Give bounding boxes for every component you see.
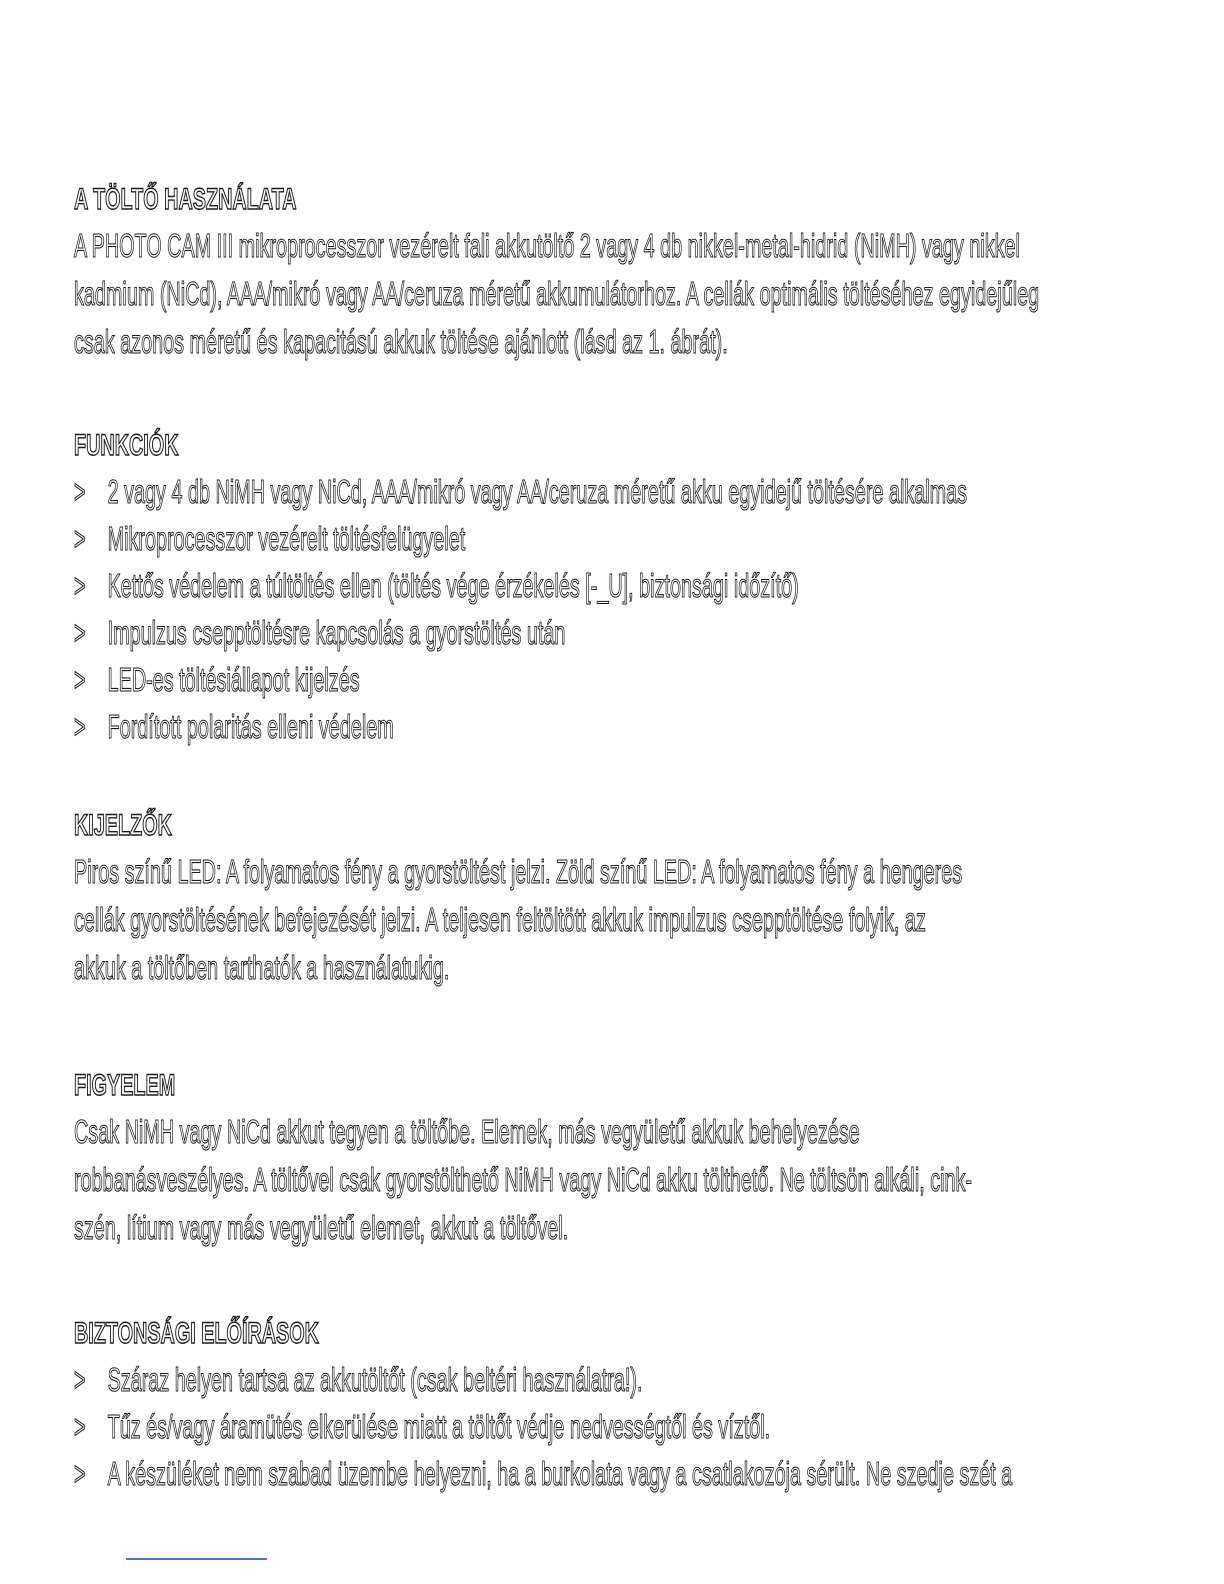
list-item <box>74 1356 1144 1403</box>
paragraph-line: csak azonos méretű és kapacitású akkuk töltése ajánlott (lásd az 1. ábrát). <box>74 323 728 360</box>
paragraph-line: Csak NiMH vagy NiCd akkut tegyen a töltőbe. Elemek, más vegyületű akkuk behelyezése <box>74 1113 860 1150</box>
list-item-text: Impulzus csepptöltésre kapcsolás a gyorstöltés után <box>107 614 566 651</box>
list-item-text: Száraz helyen tartsa az akkutöltőt (csak beltéri használatra!). <box>107 1361 643 1398</box>
bullet-arrow-icon: > <box>74 614 86 651</box>
list-item <box>74 1403 1144 1450</box>
bullet-arrow-icon: > <box>74 1361 86 1398</box>
list-item <box>74 468 1144 515</box>
bullet-arrow-icon: > <box>74 661 86 698</box>
list-item <box>74 609 1144 656</box>
list-item-text: Fordított polaritás elleni védelem <box>107 708 394 745</box>
list-item <box>74 562 1144 609</box>
paragraph-line: szén, lítium vagy más vegyületű elemet, akkut a töltővel. <box>74 1209 569 1246</box>
list-item-text: Mikroprocesszor vezérelt töltésfelügyelet <box>107 520 466 557</box>
document-page <box>74 178 1144 1497</box>
section-title-safety: BIZTONSÁGI ELŐÍRÁSOK <box>74 1317 319 1350</box>
list-item <box>74 1450 1144 1497</box>
usage-paragraph <box>74 222 1144 366</box>
bullet-arrow-icon: > <box>74 520 86 557</box>
section-title-usage: A TÖLTŐ HASZNÁLATA <box>74 183 297 216</box>
list-item-text: LED-es töltésiállapot kijelzés <box>107 661 360 698</box>
safety-list <box>74 1356 1144 1497</box>
section-title-indicators: KIJELZŐK <box>74 809 172 842</box>
list-item <box>74 703 1144 750</box>
list-item-text: 2 vagy 4 db NiMH vagy NiCd, AAA/mikró vagy AA/ceruza méretű akku egyidejű töltésére alkalmas <box>107 473 968 510</box>
list-item <box>74 515 1144 562</box>
bullet-arrow-icon: > <box>74 1455 86 1492</box>
section-functions <box>74 424 1144 750</box>
list-item-text: Tűz és/vagy áramütés elkerülése miatt a töltőt védje nedvességtől és víztől. <box>107 1408 771 1445</box>
paragraph-line: Piros színű LED: A folyamatos fény a gyorstöltést jelzi. Zöld színű LED: A folyamatos fény a hengeres <box>74 853 963 890</box>
list-item-text: A készüléket nem szabad üzembe helyezni, ha a burkolata vagy a csatlakozója sérült. Ne szedje szét a <box>107 1455 1013 1492</box>
list-item <box>74 656 1144 703</box>
bullet-arrow-icon: > <box>74 708 86 745</box>
section-title-functions: FUNKCIÓK <box>74 429 179 462</box>
section-warning <box>74 1064 1144 1252</box>
bullet-arrow-icon: > <box>74 473 86 510</box>
section-safety <box>74 1312 1144 1497</box>
section-indicators <box>74 804 1144 992</box>
section-title-warning: FIGYELEM <box>74 1069 176 1102</box>
indicators-paragraph <box>74 848 1144 992</box>
paragraph-line: A PHOTO CAM III mikroprocesszor vezérelt fali akkutöltő 2 vagy 4 db nikkel-metal-hidrid (NiMH) vagy nikkel <box>74 227 1020 264</box>
section-usage <box>74 178 1144 366</box>
paragraph-line: cellák gyorstöltésének befejezését jelzi. A teljesen feltöltött akkuk impulzus csepptöltése folyik, az <box>74 901 926 938</box>
paragraph-line: kadmium (NiCd), AAA/mikró vagy AA/ceruza méretű akkumulátorhoz. A cellák optimális töltéséhez egyidejűleg <box>74 275 1040 312</box>
functions-list <box>74 468 1144 750</box>
bullet-arrow-icon: > <box>74 567 86 604</box>
warning-paragraph <box>74 1108 1144 1252</box>
footer-rule <box>126 1558 267 1560</box>
list-item-text: Kettős védelem a túltöltés ellen (töltés vége érzékelés [-_U], biztonsági időzítő) <box>107 567 799 604</box>
paragraph-line: robbanásveszélyes. A töltővel csak gyorstölthető NiMH vagy NiCd akku tölthető. Ne töltsön alkáli, cink- <box>74 1161 973 1198</box>
paragraph-line: akkuk a töltőben tarthatók a használatukig. <box>74 949 450 986</box>
bullet-arrow-icon: > <box>74 1408 86 1445</box>
